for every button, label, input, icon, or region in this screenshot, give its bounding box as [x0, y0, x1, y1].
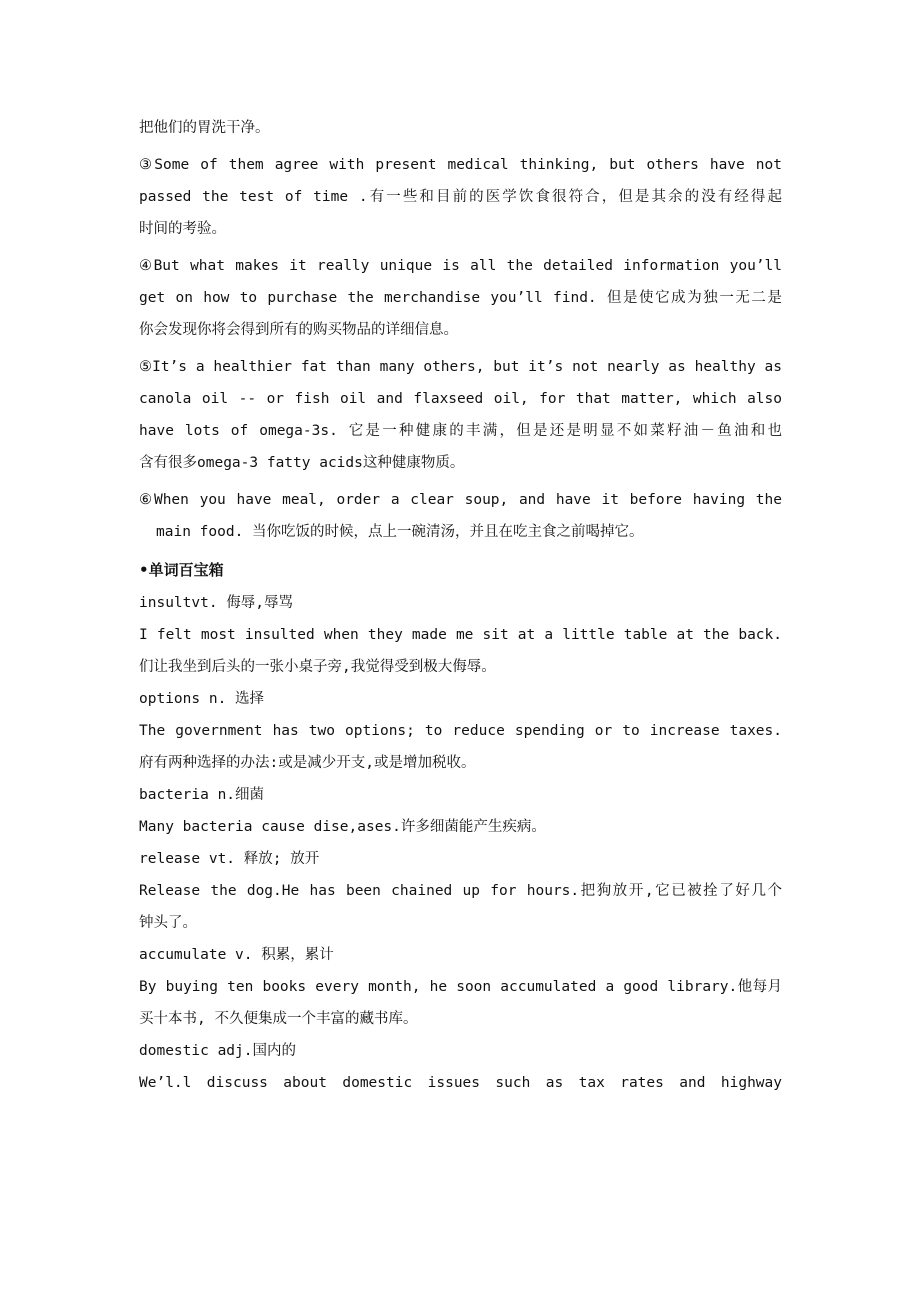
text-line: ③Some of them agree with present medical thinking, but others have not	[139, 157, 782, 173]
vocab-entry: options n. 选择	[139, 691, 265, 707]
example-sentence-3	[139, 149, 782, 245]
vocab-example-translation: 们让我坐到后头的一张小桌子旁,我觉得受到极大侮辱。	[139, 659, 496, 675]
vocab-entry: insultvt. 侮辱,辱骂	[139, 595, 294, 611]
vocab-example-translation: 府有两种选择的办法:或是减少开支,或是增加税收。	[139, 755, 476, 771]
example-sentence-4	[139, 250, 782, 346]
text-line: ④But what makes it really unique is all the detailed information you’ll	[139, 258, 782, 274]
vocab-example: Release the dog.He has been chained up for hours.把狗放开,它已被拴了好几个	[139, 883, 782, 899]
example-sentence-5	[139, 351, 782, 479]
text-line: ⑤It’s a healthier fat than many others, but it’s not nearly as healthy as	[139, 359, 782, 375]
section-heading: •单词百宝箱	[139, 561, 224, 579]
text-line: 时间的考验。	[139, 221, 226, 237]
vocab-example: We’l.l discuss about domestic issues such as tax rates and highway	[139, 1075, 782, 1091]
vocab-example: I felt most insulted when they made me sit at a little table at the back.	[139, 627, 782, 643]
text-line: canola oil -- or fish oil and flaxseed oil, for that matter, which also	[139, 391, 782, 407]
text-line: 把他们的胃洗干净。	[139, 120, 270, 136]
text-line: have lots of omega-3s. 它是一种健康的丰满，但是还是明显不如菜籽油－鱼油和也	[139, 423, 782, 439]
document-body	[139, 112, 782, 1099]
text-line: 含有很多omega-3 fatty acids这种健康物质。	[139, 455, 465, 471]
vocab-example-translation: 买十本书, 不久便集成一个丰富的藏书库。	[139, 1011, 418, 1027]
vocab-example-translation: 钟头了。	[139, 915, 197, 931]
text-line: ⑥When you have meal, order a clear soup, and have it before having the	[139, 492, 782, 508]
vocab-entry: release vt. 释放; 放开	[139, 851, 320, 867]
vocabulary-list	[139, 587, 782, 1099]
vocab-example: By buying ten books every month, he soon accumulated a good library.他每月	[139, 979, 782, 995]
vocab-entry: bacteria n.细菌	[139, 787, 265, 803]
vocab-entry: domestic adj.国内的	[139, 1043, 296, 1059]
vocab-entry: accumulate v. 积累，累计	[139, 947, 334, 963]
text-line: 你会发现你将会得到所有的购买物品的详细信息。	[139, 322, 458, 338]
text-line: main food. 当你吃饭的时候，点上一碗清汤，并且在吃主食之前喝掉它。	[156, 524, 644, 540]
text-line: get on how to purchase the merchandise you’ll find. 但是使它成为独一无二是	[139, 290, 782, 306]
vocab-example: The government has two options; to reduce spending or to increase taxes.	[139, 723, 782, 739]
vocab-example: Many bacteria cause dise,ases.许多细菌能产生疾病。	[139, 819, 546, 835]
paragraph-continuation	[139, 112, 782, 144]
example-sentence-6	[139, 484, 782, 548]
text-line: passed the test of time .有一些和目前的医学饮食很符合，但是其余的没有经得起	[139, 189, 782, 205]
